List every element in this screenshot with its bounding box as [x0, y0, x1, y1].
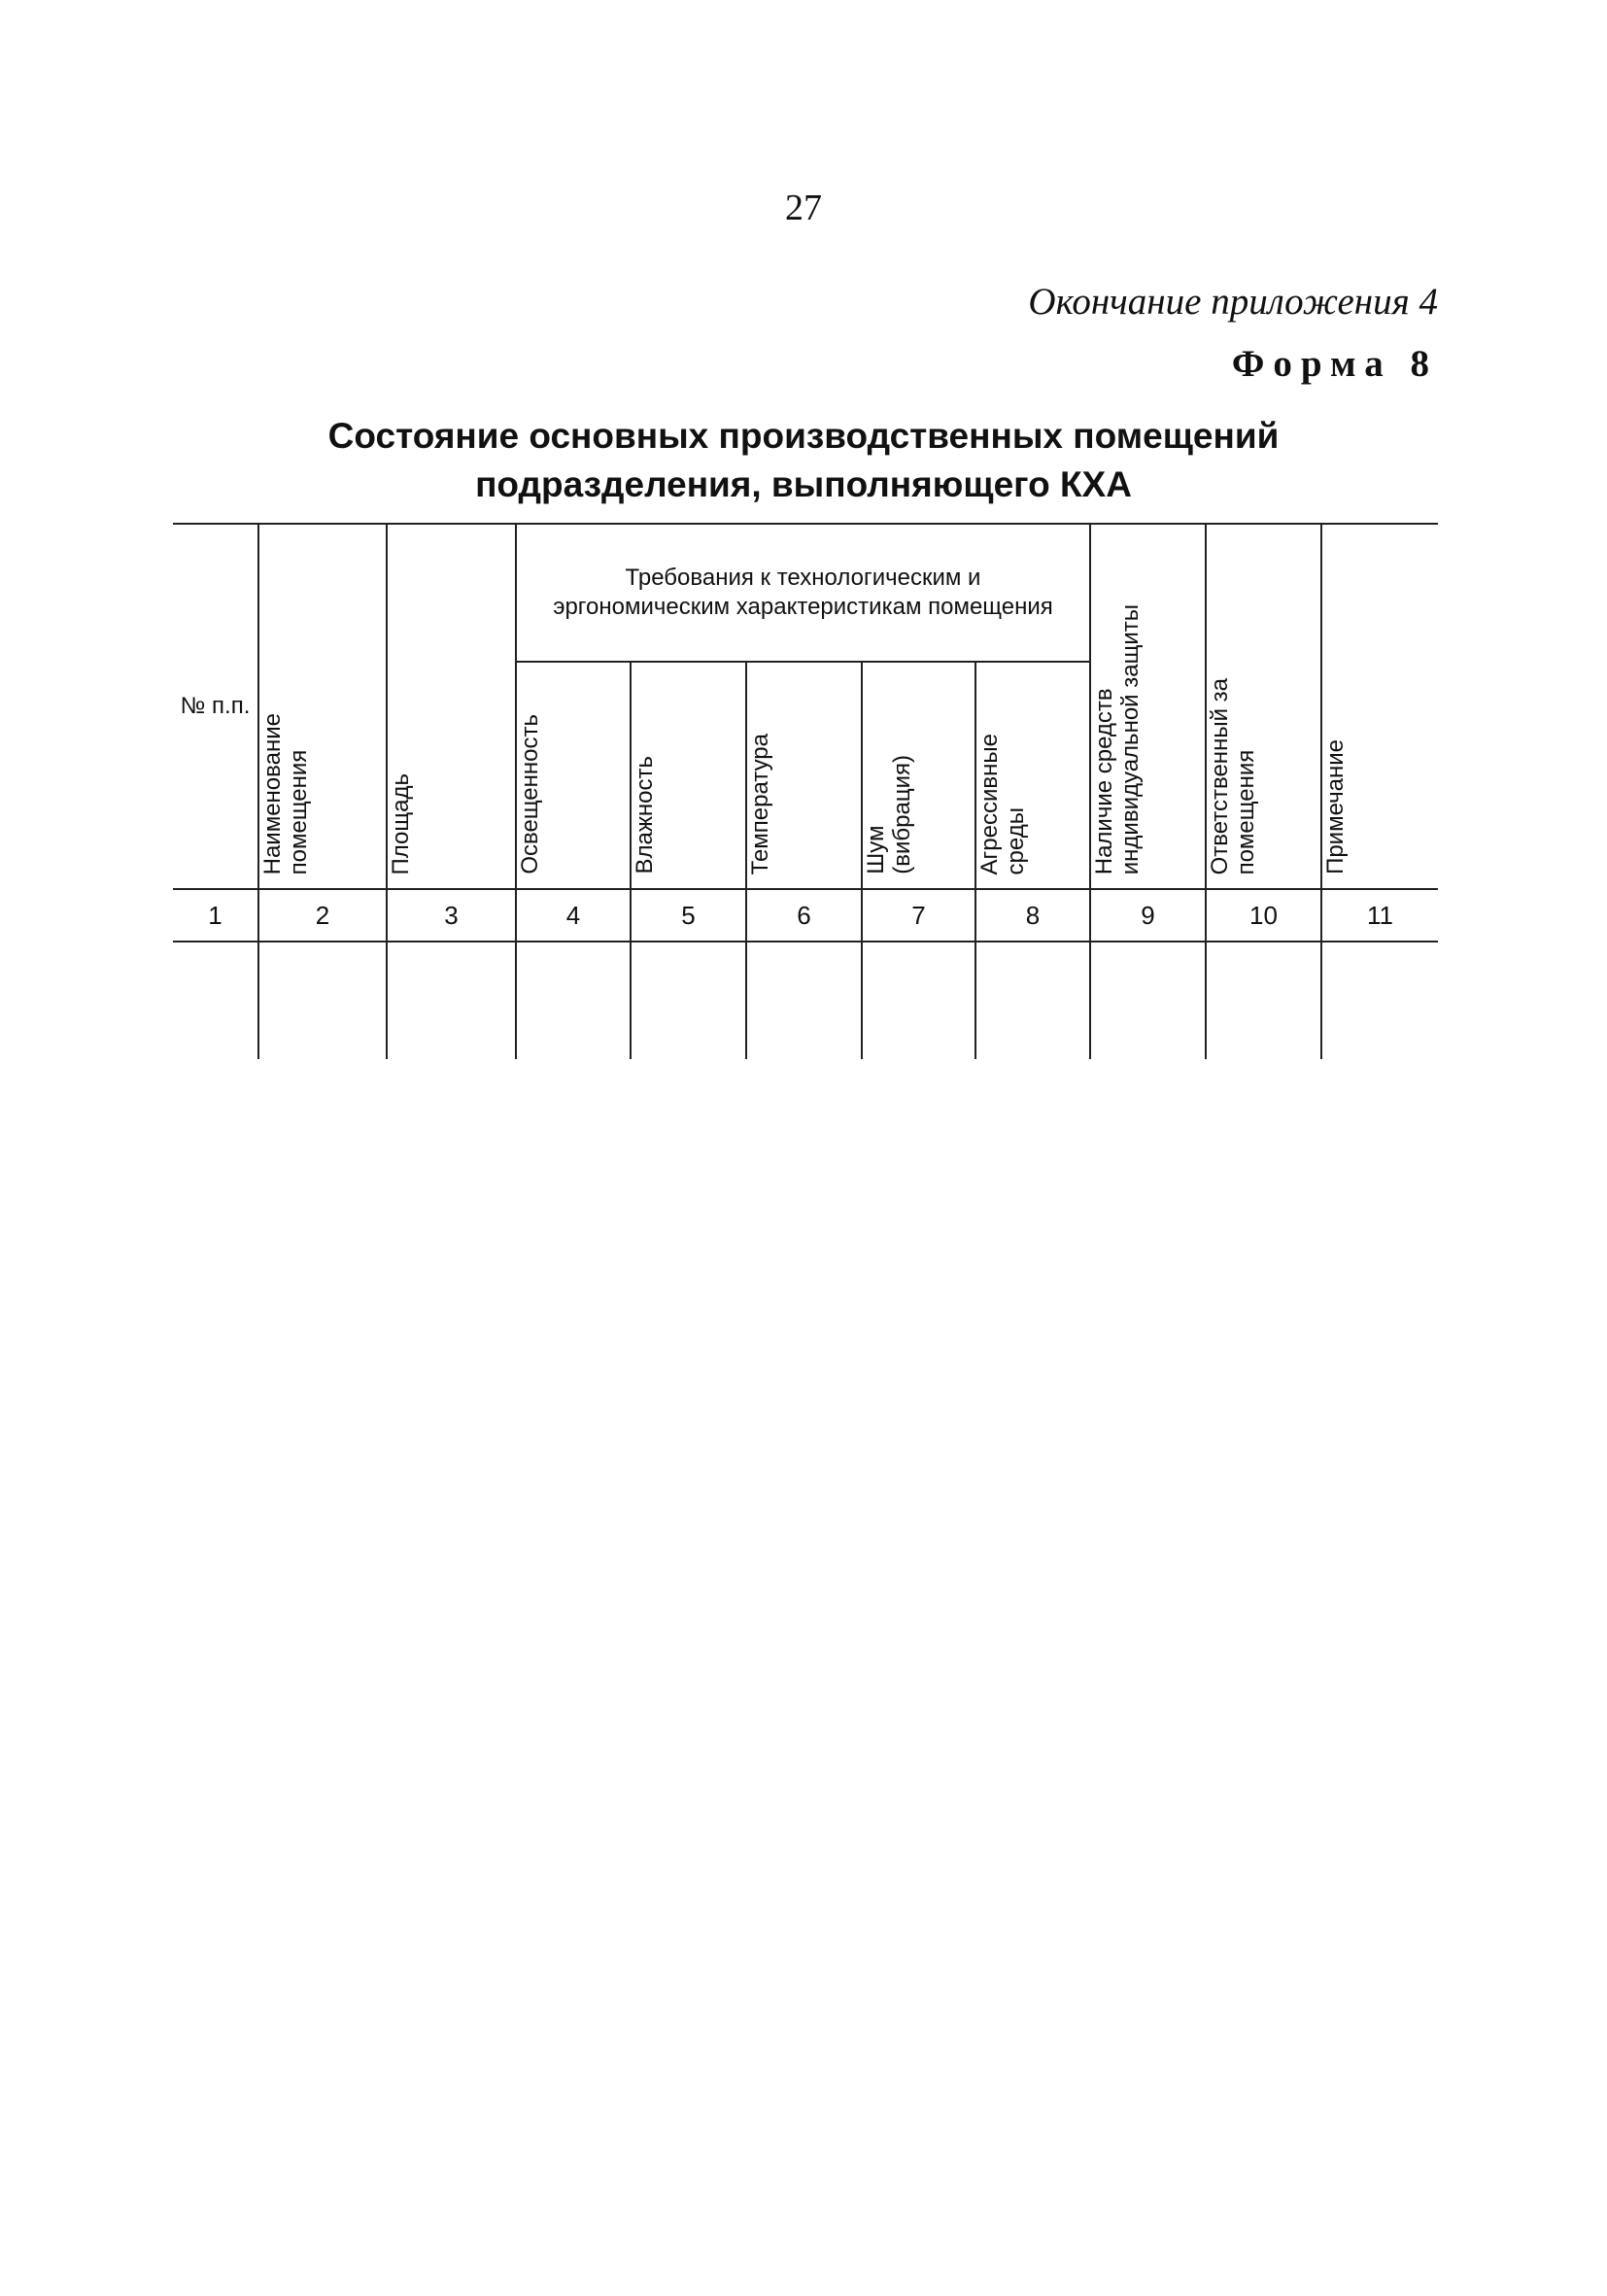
blank-cell [1321, 942, 1438, 1059]
document-title [0, 412, 1607, 509]
page-number: 27 [785, 188, 822, 228]
column-number-9: 9 [1090, 889, 1206, 942]
premises-form-table [173, 523, 1438, 1059]
header-aggressive-media-line-2: среды [1003, 806, 1029, 874]
header-temperature [746, 662, 862, 889]
header-lighting-label: Освещенность [517, 714, 543, 874]
header-humidity [631, 662, 746, 889]
header-ppe [1090, 524, 1206, 889]
blank-cell [975, 942, 1090, 1059]
header-responsible-line-1: Ответственный за [1207, 677, 1233, 874]
column-number-5: 5 [631, 889, 746, 942]
column-number-11: 11 [1321, 889, 1438, 942]
column-number-4: 4 [516, 889, 631, 942]
header-aggressive-media-line-1: Агрессивные [976, 733, 1003, 874]
blank-cell [1090, 942, 1206, 1059]
column-number-3: 3 [387, 889, 516, 942]
blank-cell [1206, 942, 1321, 1059]
header-ppe-line-2: индивидуальной защиты [1117, 603, 1144, 874]
appendix-note: Окончание приложения 4 [1028, 281, 1438, 323]
column-number-6: 6 [746, 889, 862, 942]
header-temperature-label: Температура [747, 733, 773, 874]
blank-cell [387, 942, 516, 1059]
header-aggressive-media [975, 662, 1090, 889]
header-noise-line-2: (вибрация) [889, 755, 915, 874]
document-title-line-2: подразделения, выполняющего КХА [475, 464, 1132, 504]
header-note [1321, 524, 1438, 889]
header-responsible [1206, 524, 1321, 889]
column-number-7: 7 [862, 889, 975, 942]
header-area-label: Площадь [388, 772, 414, 874]
header-humidity-label: Влажность [632, 756, 658, 874]
column-number-row [173, 889, 1438, 942]
header-room-name-line-1: Наименование [259, 712, 286, 874]
header-requirements-group: Требования к технологическим и эргономическим характеристикам помещения [516, 524, 1090, 662]
header-row-number: № п.п. [173, 524, 258, 889]
blank-cell [258, 942, 387, 1059]
blank-cell [173, 942, 258, 1059]
header-room-name-line-2: помещения [286, 749, 312, 874]
blank-cell [516, 942, 631, 1059]
form-label: Форма 8 [1231, 343, 1438, 385]
header-room-name [258, 524, 387, 889]
header-noise-line-1: Шум [863, 825, 889, 874]
column-number-8: 8 [975, 889, 1090, 942]
header-area [387, 524, 516, 889]
header-note-label: Примечание [1322, 739, 1349, 874]
header-responsible-line-2: помещения [1233, 749, 1259, 874]
column-number-10: 10 [1206, 889, 1321, 942]
document-title-line-1: Состояние основных производственных помещений [327, 416, 1280, 456]
blank-entry-row [173, 942, 1438, 1059]
header-lighting [516, 662, 631, 889]
header-ppe-line-1: Наличие средств [1091, 688, 1117, 874]
blank-cell [631, 942, 746, 1059]
blank-cell [746, 942, 862, 1059]
header-noise [862, 662, 975, 889]
blank-cell [862, 942, 975, 1059]
column-number-2: 2 [258, 889, 387, 942]
column-number-1: 1 [173, 889, 258, 942]
